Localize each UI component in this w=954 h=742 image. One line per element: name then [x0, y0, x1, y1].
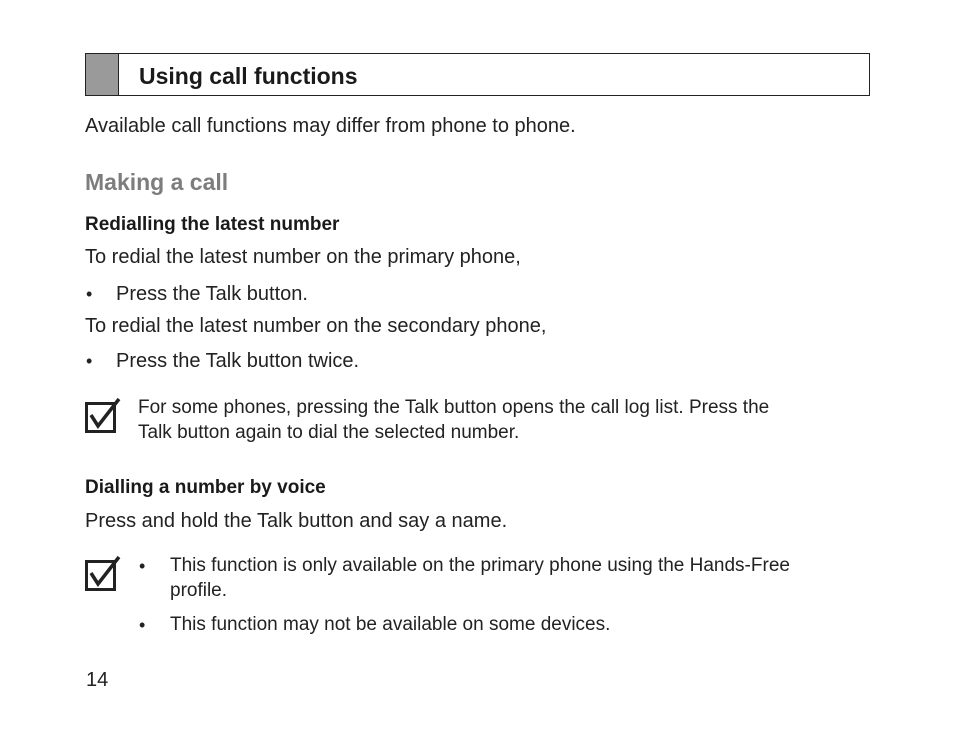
- redial-primary-step: Press the Talk button.: [116, 283, 308, 305]
- page-number: 14: [86, 669, 109, 691]
- voice-note-1-line-1: This function is only available on the primary phone using the Hands-Free: [170, 555, 790, 576]
- checkbox-note-icon: [85, 397, 121, 433]
- voice-note-1-line-2: profile.: [170, 580, 228, 601]
- redial-secondary-text: To redial the latest number on the secondary phone,: [85, 315, 547, 337]
- header-tab-marker: [86, 54, 119, 95]
- bullet-icon: •: [86, 284, 93, 304]
- redial-note: [138, 395, 769, 445]
- bullet-icon: •: [139, 615, 146, 635]
- section-header: [85, 53, 870, 96]
- bullet-icon: •: [86, 351, 93, 371]
- checkbox-note-icon: [85, 555, 121, 591]
- bullet-icon: •: [139, 556, 146, 576]
- redial-primary-text: To redial the latest number on the primary phone,: [85, 246, 521, 268]
- voice-note-2: This function may not be available on some devices.: [170, 614, 611, 635]
- redial-note-line-2: Talk button again to dial the selected number.: [138, 422, 520, 443]
- redial-note-line-1: For some phones, pressing the Talk button opens the call log list. Press the: [138, 397, 770, 418]
- section-heading-making-a-call: Making a call: [85, 169, 229, 195]
- subheading-redialling: Redialling the latest number: [85, 214, 340, 235]
- voice-text: Press and hold the Talk button and say a name.: [85, 510, 508, 532]
- subheading-voice-dialling: Dialling a number by voice: [85, 477, 326, 498]
- intro-text: Available call functions may differ from phone to phone.: [85, 115, 576, 137]
- voice-note-1: [170, 553, 790, 603]
- page-title: Using call functions: [139, 63, 358, 89]
- redial-secondary-step: Press the Talk button twice.: [116, 350, 360, 372]
